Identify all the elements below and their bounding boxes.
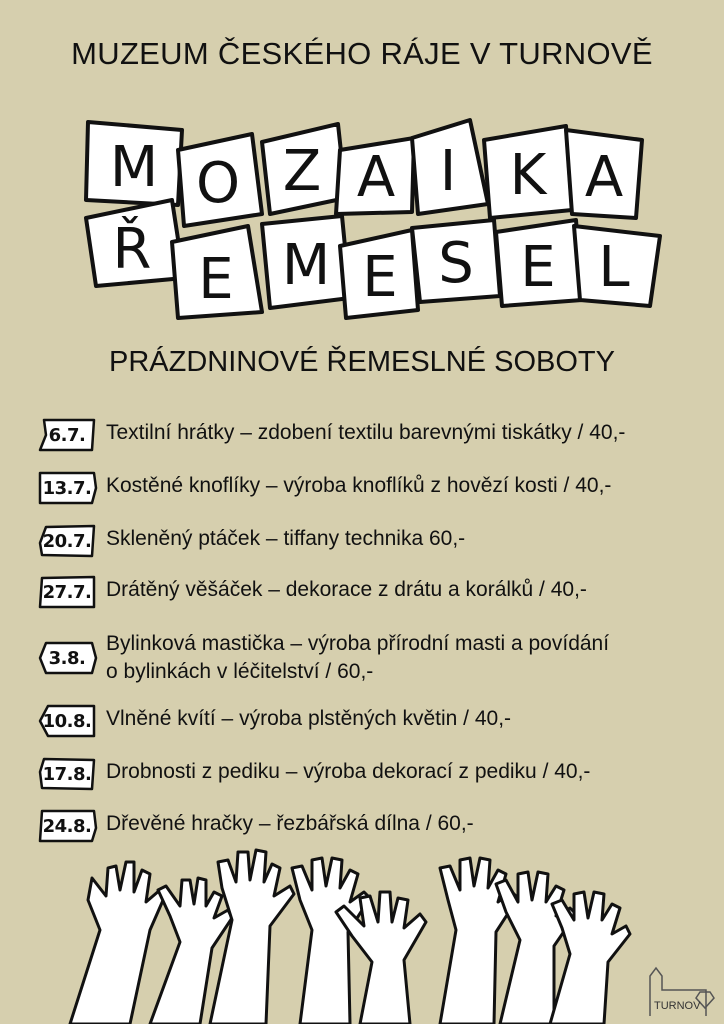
event-description-line: Bylinková mastička – výroba přírodní masti a povídání [106, 632, 610, 655]
logo-letter: E [520, 235, 556, 300]
logo-letter: E [362, 245, 398, 310]
event-description: Textilní hrátky – zdobení textilu barevnými tiskátky / 40,- [106, 421, 626, 444]
subtitle: PRÁZDNINOVÉ ŘEMESLNÉ SOBOTY [109, 346, 615, 378]
turnov-brand-text: TURNOV [654, 1000, 701, 1012]
event-description: Drobnosti z pediku – výroba dekorací z pediku / 40,- [106, 760, 591, 783]
date-label: 17.8. [42, 763, 92, 785]
event-description: Vlněné kvítí – výroba plstěných květin / 40,- [106, 707, 512, 730]
date-label: 13.7. [42, 477, 92, 499]
hand-icon [210, 850, 294, 1024]
hand-icon [70, 862, 164, 1024]
logo-letter: I [439, 139, 457, 204]
date-label: 10.8. [42, 710, 92, 732]
logo-letter: E [198, 247, 234, 312]
date-label: 27.7. [42, 581, 92, 603]
event-description-line: o bylinkách v léčitelství / 60,- [106, 660, 374, 683]
event-description: Dřevěné hračky – řezbářská dílna / 60,- [106, 812, 474, 835]
logo-letter: A [356, 145, 396, 210]
logo-letter: M [281, 233, 331, 298]
museum-title: MUZEUM ČESKÉHO RÁJE V TURNOVĚ [71, 36, 653, 71]
event-description: Skleněný ptáček – tiffany technika 60,- [106, 527, 466, 550]
logo-letter: A [584, 145, 624, 210]
logo-letter: S [438, 231, 474, 296]
logo-letter: M [109, 135, 159, 200]
logo-letter: L [598, 235, 630, 300]
logo-letter: O [195, 151, 241, 216]
hand-icon [550, 892, 630, 1024]
date-label: 24.8. [42, 815, 92, 837]
logo-letter: Z [282, 139, 322, 204]
event-description: Kostěné knoflíky – výroba knoflíků z hovězí kosti / 40,- [106, 474, 612, 497]
date-label: 3.8. [48, 647, 86, 669]
event-description: Drátěný věšáček – dekorace z drátu a korálků / 40,- [106, 578, 587, 601]
date-label: 20.7. [42, 530, 92, 552]
date-label: 6.7. [48, 424, 86, 446]
logo-letter: Ř [112, 217, 152, 282]
logo-letter: K [509, 143, 547, 208]
